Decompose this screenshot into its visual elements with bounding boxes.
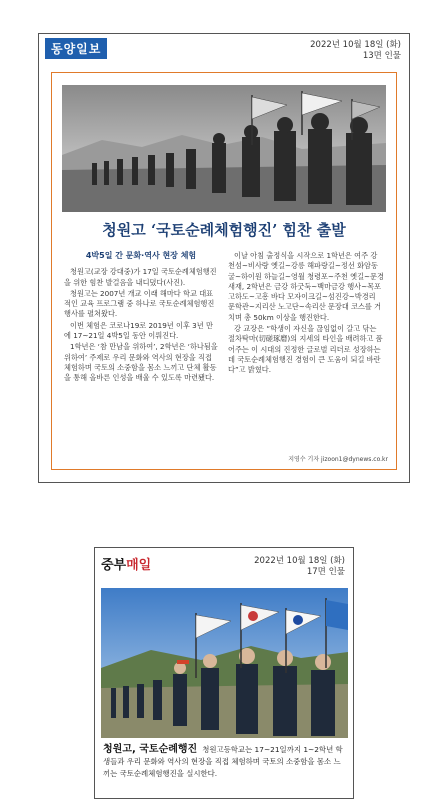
paragraph: 1학년은 ‘참 만남을 위하여’, 2학년은 ‘하나됨을 위하여’ 주제로 우리 문화와 역사의 현장을 직접 체험하며 국토의 소중함을 몸소 느끼고 단체 활동을 통해 올바른 인성을 배울 수 있도록 마련됐다. bbox=[64, 342, 218, 383]
article-photo bbox=[62, 85, 386, 212]
newspaper-clip-jungbu bbox=[94, 547, 354, 799]
date-text: 2022년 10월 18일 (화) bbox=[254, 556, 345, 566]
newspaper-logo bbox=[101, 554, 151, 573]
article-headline: 청원고 ‘국토순례체험행진’ 힘찬 출발 bbox=[102, 221, 346, 239]
logo-part: 매일 bbox=[126, 558, 152, 573]
marching-students-photo bbox=[101, 588, 348, 738]
publication-date bbox=[310, 40, 401, 62]
paragraph: 이날 아침 출정식을 시작으로 1학년은 여주 강천섬~비사랑 옛길~강릉 해파랑길~정선 화암동굴~하이원 하늘길~영월 청령포~주천 옛길~문경새재, 2학년은 금강 하굿둑~백마금강 행사~목포 고하도~고흥 바다 모자이크길~섬진강~박경리 문학관~지리산 노고단~속리산 문장대 코스를 거치며 총 50km 이상을 행진한다. bbox=[228, 251, 384, 322]
newspaper-clip-dongyang bbox=[38, 33, 410, 483]
date-text: 2022년 10월 18일 (화) bbox=[310, 40, 401, 50]
logo-part: 중부 bbox=[101, 558, 127, 573]
article-subheadline: 4박5일 간 문화·역사 현장 체험 bbox=[85, 251, 197, 260]
photo-caption bbox=[103, 744, 347, 780]
article-column-left bbox=[64, 251, 218, 385]
publication-date bbox=[254, 556, 345, 578]
article-frame bbox=[51, 72, 397, 470]
marching-students-photo bbox=[62, 85, 386, 212]
page-section: 13면 인물 bbox=[362, 51, 401, 61]
paragraph: 이번 체험은 코로나19로 2019년 이후 3년 만에 17~21일 4박5일 동안 이뤄진다. bbox=[64, 320, 213, 341]
paragraph: 강 교장은 “학생이 자신을 끊임없이 갈고 닦는 절차탁마(切磋琢磨)의 지세의 타인을 배려하고 품어주는 이 시대의 진정한 글로벌 리더로 성장하는 데 국토순례체험행진 경험이 큰 도움이 되길 바란다”고 밝혔다. bbox=[228, 324, 383, 375]
page-section: 17면 인물 bbox=[306, 567, 345, 577]
caption-title: 청원고, 국토순례행진 bbox=[103, 744, 198, 755]
caption-text: 청원고등학교는 17~21일까지 1~2학년 학생들과 우리 문화와 역사의 현장을 직접 체험하며 국토의 소중함을 몸소 느끼는 국토순례체험행진을 실시한다. bbox=[103, 745, 343, 778]
reporter-byline: 지영수 기자 jizoon1@dynews.co.kr bbox=[288, 456, 388, 463]
paragraph: 청원고는 2007년 개교 이래 해마다 학교 대표적인 교육 프로그램 중 하나로 국토순례체험행진 행사를 펼쳐왔다. bbox=[64, 288, 215, 319]
paragraph: 청원고(교장 강대중)가 17일 국토순례체험행진을 위한 힘찬 발걸음을 내디뎠다(사진). bbox=[64, 267, 217, 287]
article-column-right bbox=[228, 251, 384, 377]
article-photo bbox=[101, 588, 348, 738]
newspaper-logo: 동양일보 bbox=[45, 38, 107, 59]
